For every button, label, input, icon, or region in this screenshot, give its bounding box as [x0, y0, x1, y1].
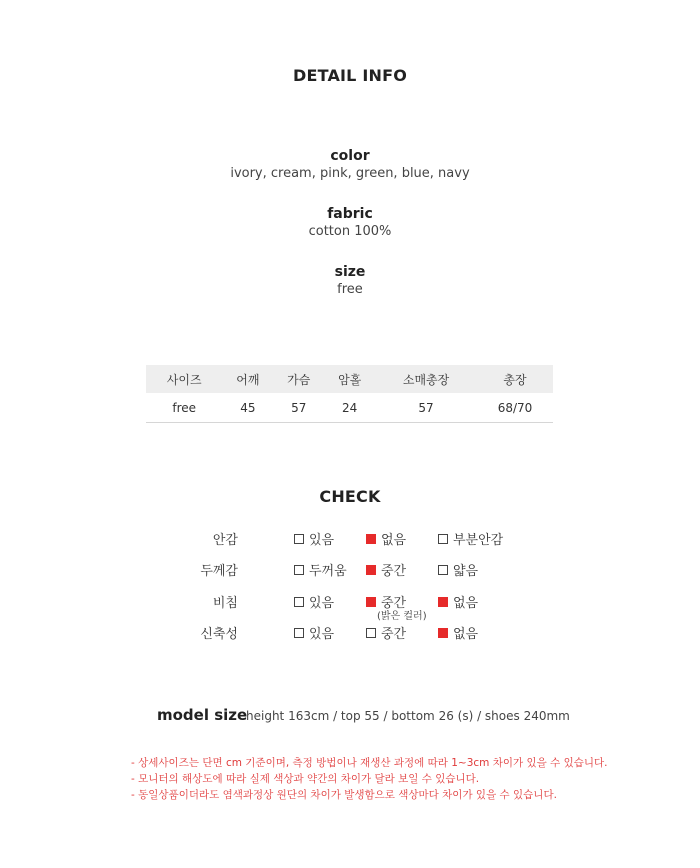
check-option [366, 623, 406, 642]
table-header-armhole: 암홀 [324, 365, 375, 393]
table-header-total-length: 총장 [477, 365, 553, 393]
table-cell: 24 [324, 393, 375, 423]
checkbox-icon [438, 565, 448, 575]
checkbox-icon [294, 597, 304, 607]
check-title: CHECK [319, 487, 381, 506]
table-header-sleeve-length: 소매총장 [375, 365, 477, 393]
check-option-label: 있음 [309, 596, 335, 611]
checkbox-icon [294, 565, 304, 575]
check-option [438, 623, 478, 642]
check-option-label: 중간 [381, 564, 407, 579]
check-option-label: 없음 [453, 627, 479, 642]
fabric-value: cotton 100% [308, 224, 392, 239]
size-table-header-row [146, 365, 553, 393]
checkbox-icon [366, 597, 376, 607]
check-option [438, 560, 478, 579]
table-row [146, 393, 553, 423]
size-table [146, 365, 553, 423]
note-dye-difference: - 동일상품이더라도 염색과정상 원단의 차이가 발생함으로 색상마다 차이가 있을 수 있습니다. [131, 789, 557, 801]
check-option-label: 있음 [309, 533, 335, 548]
checkbox-icon [294, 628, 304, 638]
check-option-label: 없음 [381, 533, 407, 548]
checkbox-icon [294, 534, 304, 544]
check-row-label-thickness: 두께감 [200, 564, 238, 579]
checkbox-icon [366, 534, 376, 544]
note-size-measurement: - 상세사이즈는 단면 cm 기준이며, 측정 방법이나 재생산 과정에 따라 1~3cm 차이가 있을 수 있습니다. [131, 757, 608, 769]
check-option-note: (밝은 컬러) [377, 611, 427, 622]
check-option [438, 529, 503, 548]
check-option [438, 592, 478, 611]
table-header-shoulder: 어깨 [222, 365, 273, 393]
note-monitor-color: - 모니터의 해상도에 따라 실제 색상과 약간의 차이가 달라 보일 수 있습니다. [131, 773, 480, 785]
check-option [294, 592, 334, 611]
size-label: size [334, 264, 366, 280]
table-cell: 68/70 [477, 393, 553, 423]
table-header-size: 사이즈 [146, 365, 222, 393]
detail-info-title: DETAIL INFO [292, 66, 408, 85]
checkbox-icon [366, 565, 376, 575]
table-cell: 45 [222, 393, 273, 423]
check-option [366, 560, 406, 579]
table-cell: 57 [375, 393, 477, 423]
checkbox-icon [438, 597, 448, 607]
check-option-label: 얇음 [453, 564, 479, 579]
table-header-chest: 가슴 [273, 365, 324, 393]
check-option [294, 560, 347, 579]
checkbox-icon [366, 628, 376, 638]
checkbox-icon [438, 628, 448, 638]
check-option-label: 있음 [309, 627, 335, 642]
color-value: ivory, cream, pink, green, blue, navy [230, 166, 470, 181]
check-row-label-sheerness: 비침 [212, 596, 238, 611]
check-option [294, 529, 334, 548]
fabric-label: fabric [327, 206, 373, 222]
check-option [366, 529, 406, 548]
model-size-value: height 163cm / top 55 / bottom 26 (s) / shoes 240mm [246, 709, 570, 723]
check-option-label: 두꺼움 [309, 564, 347, 579]
check-option [294, 623, 334, 642]
check-option-label: 부분안감 [453, 533, 504, 548]
check-row-label-lining: 안감 [212, 533, 238, 548]
check-row-label-elasticity: 신축성 [200, 627, 238, 642]
size-value: free [337, 282, 363, 297]
check-option-label: 중간 [381, 627, 407, 642]
table-cell: free [146, 393, 222, 423]
color-label: color [330, 148, 370, 164]
checkbox-icon [438, 534, 448, 544]
check-option-label: 없음 [453, 596, 479, 611]
check-option-label: 중간 [381, 596, 407, 611]
table-cell: 57 [273, 393, 324, 423]
model-size-label: model size [157, 706, 248, 724]
